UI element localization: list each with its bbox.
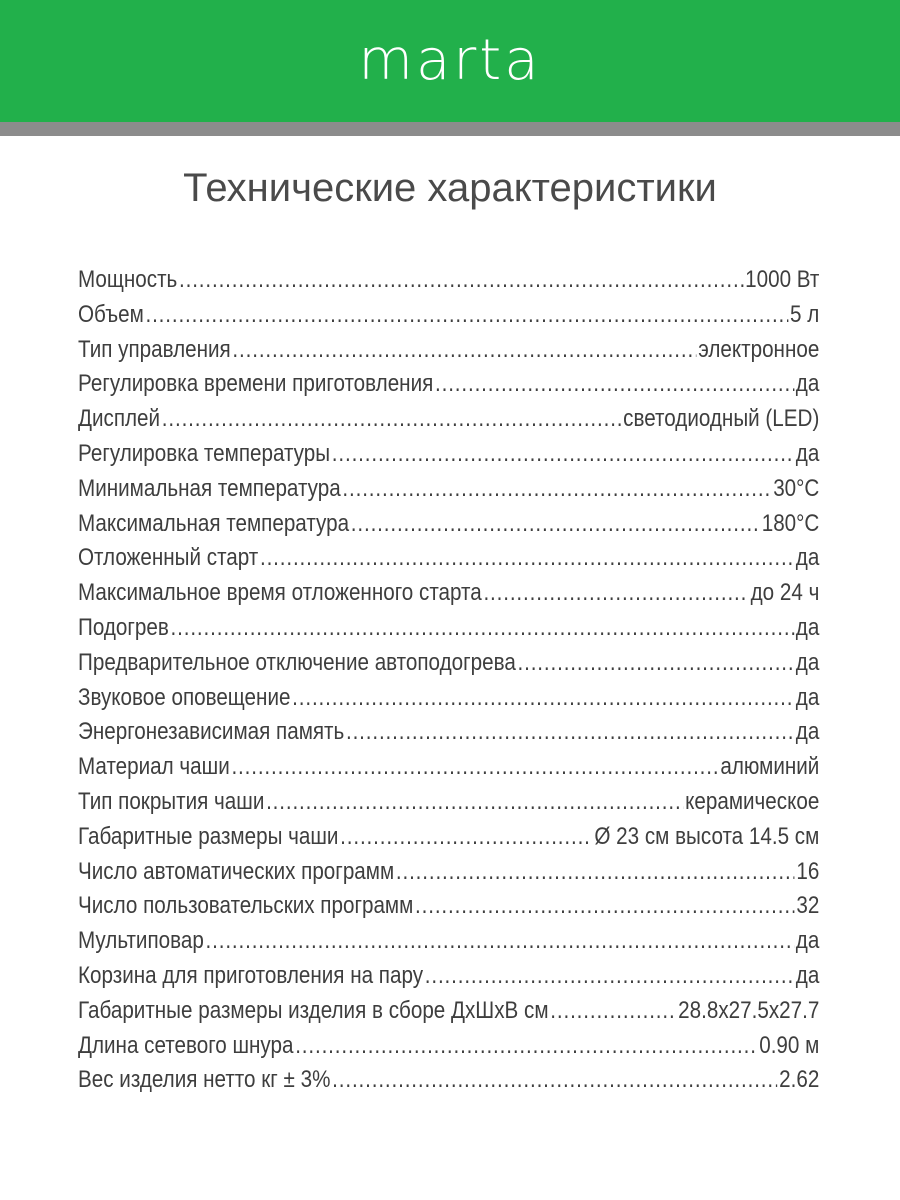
spec-label: Число пользовательских программ bbox=[78, 892, 414, 920]
spec-value: 1000 Вт bbox=[745, 266, 820, 293]
spec-row bbox=[78, 266, 819, 301]
spec-value: да bbox=[795, 927, 820, 955]
spec-value: керамическое bbox=[685, 787, 820, 815]
spec-value: да bbox=[795, 370, 820, 398]
dot-leader bbox=[206, 927, 795, 955]
marta-logo: marta bbox=[358, 28, 542, 93]
spec-value: да bbox=[795, 718, 820, 746]
spec-value: 32 bbox=[796, 892, 820, 920]
spec-row bbox=[78, 475, 819, 510]
dot-leader bbox=[162, 405, 622, 433]
spec-value: да bbox=[795, 439, 820, 467]
dot-leader bbox=[292, 684, 794, 712]
page-title: Технические характеристики bbox=[183, 166, 717, 210]
dot-leader bbox=[260, 544, 794, 572]
spec-label: Габаритные размеры чаши bbox=[78, 822, 339, 850]
spec-label: Вес изделия нетто кг ± 3% bbox=[78, 1066, 331, 1094]
spec-value: 5 л bbox=[790, 300, 820, 328]
spec-value: электронное bbox=[698, 335, 820, 363]
spec-label: Дисплей bbox=[78, 405, 161, 433]
spec-list bbox=[78, 266, 820, 1101]
spec-label: Максимальная температура bbox=[78, 509, 350, 537]
spec-row bbox=[78, 440, 819, 475]
dot-leader bbox=[396, 858, 795, 886]
spec-value: да bbox=[795, 961, 820, 989]
spec-label: Габаритные размеры изделия в сборе ДхШхВ см bbox=[78, 996, 549, 1024]
dot-leader bbox=[332, 440, 794, 468]
dot-leader bbox=[346, 718, 794, 746]
spec-value: 16 bbox=[796, 857, 820, 885]
dot-leader bbox=[340, 823, 592, 851]
spec-value: 30°С bbox=[773, 474, 820, 502]
dot-leader bbox=[550, 997, 676, 1025]
spec-value: Ø 23 см высота 14.5 см bbox=[594, 822, 820, 850]
spec-value: алюминий bbox=[720, 753, 820, 781]
dot-leader bbox=[351, 510, 760, 538]
dot-leader bbox=[415, 892, 795, 920]
spec-row bbox=[78, 1066, 819, 1101]
spec-value: 2.62 bbox=[779, 1066, 820, 1094]
spec-label: Подогрев bbox=[78, 613, 169, 641]
spec-row bbox=[78, 301, 819, 336]
spec-label: Тип управления bbox=[78, 335, 231, 363]
dot-leader bbox=[179, 266, 743, 294]
spec-label: Тип покрытия чаши bbox=[78, 787, 265, 815]
spec-value: да bbox=[795, 613, 820, 641]
dot-leader bbox=[295, 1032, 757, 1060]
header-divider-stripe bbox=[0, 122, 900, 136]
spec-row bbox=[78, 336, 819, 371]
spec-label: Объем bbox=[78, 300, 144, 328]
spec-row bbox=[78, 858, 819, 893]
spec-label: Максимальное время отложенного старта bbox=[78, 579, 482, 607]
spec-label: Длина сетевого шнура bbox=[78, 1031, 294, 1059]
spec-row bbox=[78, 823, 819, 858]
dot-leader bbox=[435, 370, 794, 398]
spec-label: Энергонезависимая память bbox=[78, 718, 345, 746]
spec-row bbox=[78, 962, 819, 997]
spec-row bbox=[78, 997, 819, 1032]
spec-value: да bbox=[795, 648, 820, 676]
spec-row bbox=[78, 370, 819, 405]
spec-row bbox=[78, 753, 819, 788]
dot-leader bbox=[231, 753, 718, 781]
spec-label: Регулировка времени приготовления bbox=[78, 370, 434, 398]
spec-label: Звуковое оповещение bbox=[78, 683, 291, 711]
spec-row bbox=[78, 510, 819, 545]
spec-value: да bbox=[795, 683, 820, 711]
spec-label: Отложенный старт bbox=[78, 544, 259, 572]
spec-row bbox=[78, 544, 819, 579]
spec-row bbox=[78, 684, 819, 719]
spec-value: да bbox=[795, 544, 820, 572]
spec-row bbox=[78, 649, 819, 684]
spec-row bbox=[78, 718, 819, 753]
spec-row bbox=[78, 927, 819, 962]
dot-leader bbox=[518, 649, 795, 677]
spec-label: Материал чаши bbox=[78, 753, 230, 781]
dot-leader bbox=[332, 1066, 777, 1094]
spec-row bbox=[78, 579, 819, 614]
dot-leader bbox=[425, 962, 794, 990]
spec-value: 28.8x27.5x27.7 bbox=[678, 996, 820, 1024]
spec-label: Регулировка температуры bbox=[78, 439, 331, 467]
spec-row bbox=[78, 1032, 819, 1067]
spec-value: 0.90 м bbox=[759, 1031, 820, 1059]
spec-row bbox=[78, 405, 819, 440]
dot-leader bbox=[232, 336, 696, 364]
brand-header bbox=[0, 0, 900, 122]
spec-row bbox=[78, 614, 819, 649]
spec-value: светодиодный (LED) bbox=[623, 405, 820, 433]
spec-label: Корзина для приготовления на пару bbox=[78, 961, 424, 989]
dot-leader bbox=[342, 475, 771, 503]
spec-row bbox=[78, 788, 819, 823]
spec-label: Мультиповар bbox=[78, 927, 204, 955]
dot-leader bbox=[483, 579, 748, 607]
spec-value: до 24 ч bbox=[750, 579, 820, 607]
dot-leader bbox=[171, 614, 795, 642]
spec-label: Число автоматических программ bbox=[78, 857, 395, 885]
spec-label: Предварительное отключение автоподогрева bbox=[78, 648, 516, 676]
spec-label: Минимальная температура bbox=[78, 474, 341, 502]
spec-value: 180°С bbox=[761, 509, 820, 537]
spec-row bbox=[78, 892, 819, 927]
dot-leader bbox=[145, 301, 788, 329]
dot-leader bbox=[266, 788, 683, 816]
spec-label: Мощность bbox=[78, 266, 178, 293]
